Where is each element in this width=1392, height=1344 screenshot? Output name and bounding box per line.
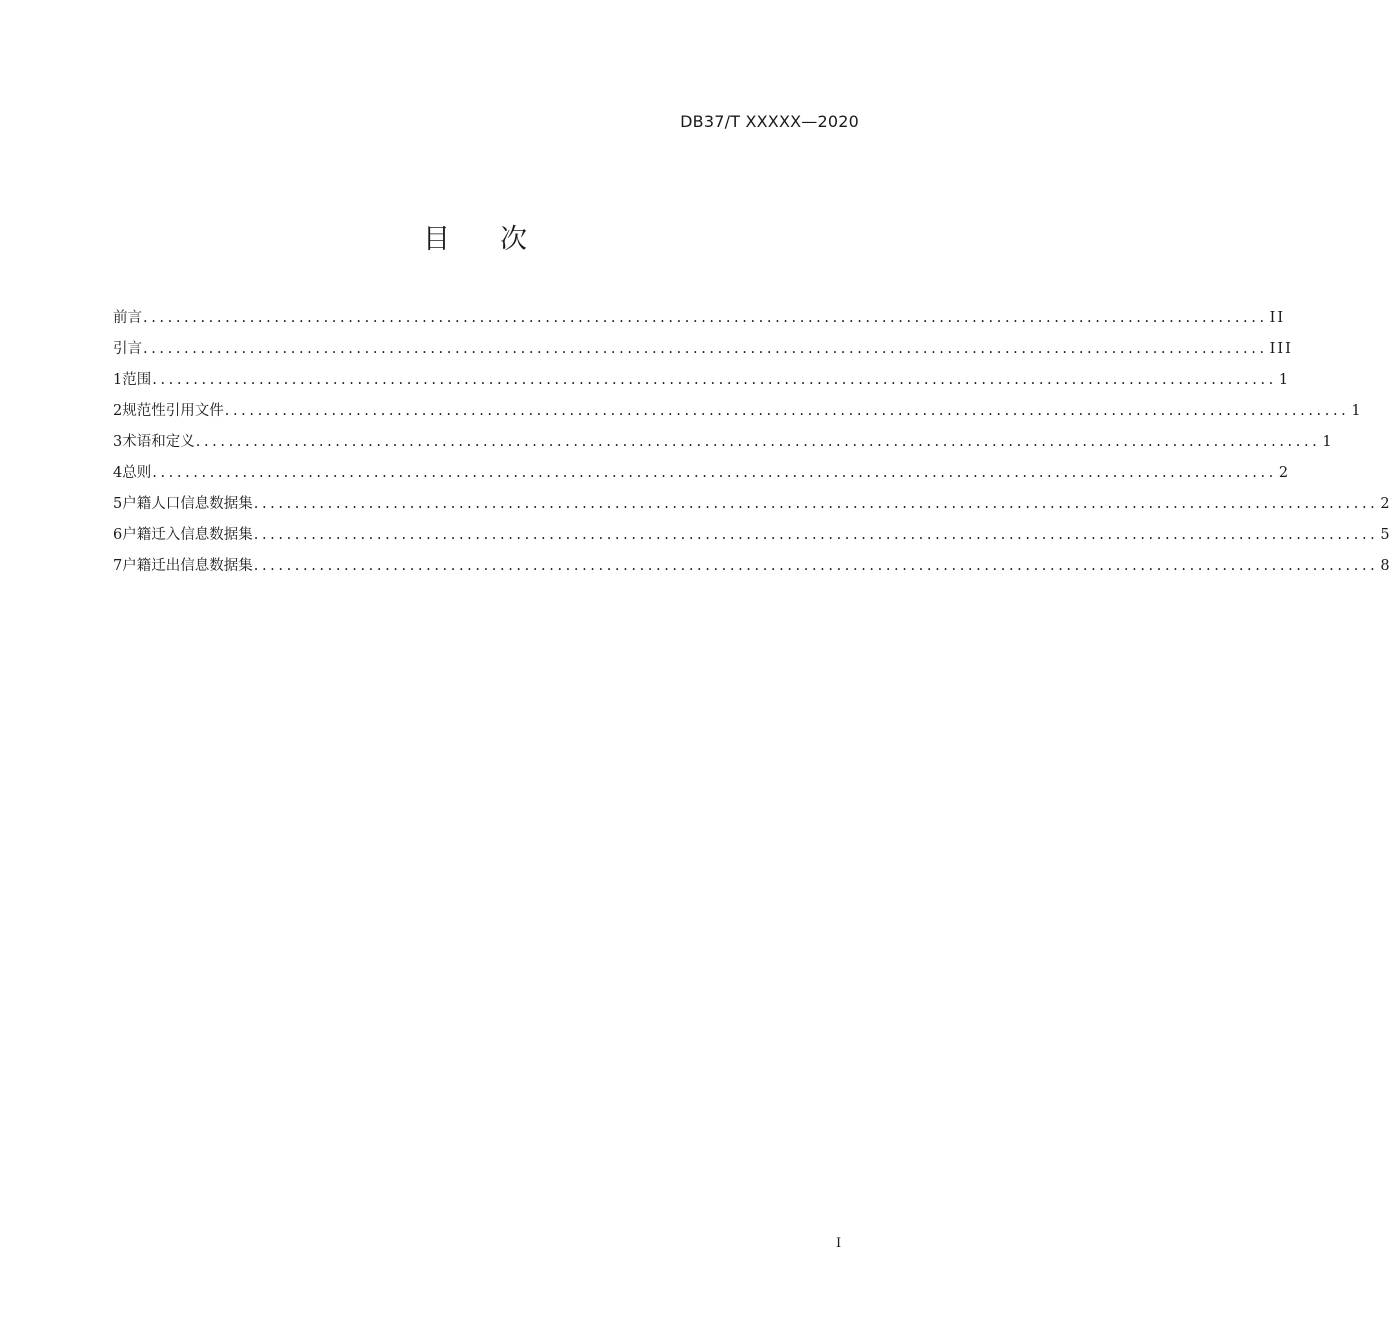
toc-entry-terms-definitions[interactable]	[113, 430, 1334, 461]
toc-entry-foreword[interactable]	[113, 306, 1286, 337]
toc-dot-leader: .........................................................................................................................................	[143, 310, 1268, 326]
toc-entry-label: 前言	[113, 310, 142, 326]
toc-entry-page: 2	[1278, 465, 1291, 481]
toc-entry-number: 3	[113, 434, 123, 450]
toc-entry-label: 规范性引用文件	[122, 403, 224, 419]
toc-entry-label: 术语和定义	[122, 434, 195, 450]
toc-entry-normative-references[interactable]	[113, 399, 1363, 430]
toc-entry-page: 5	[1380, 527, 1392, 543]
toc-dot-leader: .........................................................................................................................................	[253, 496, 1379, 512]
toc-entry-number: 1	[113, 372, 123, 388]
toc-dot-leader: .........................................................................................................................................	[152, 465, 1277, 481]
toc-entry-label: 总则	[122, 465, 152, 481]
toc-entry-label: 范围	[122, 372, 152, 388]
document-code: DB37/T XXXXX—2020	[680, 112, 859, 131]
toc-title	[0, 217, 950, 256]
toc-entry-scope[interactable]	[113, 368, 1291, 399]
toc-entry-population-dataset[interactable]	[113, 492, 1392, 523]
toc-title-right: 次	[500, 224, 527, 255]
toc-entry-page: 1	[1351, 403, 1363, 419]
toc-dot-leader: .........................................................................................................................................	[143, 341, 1268, 357]
toc-entry-page: 8	[1380, 558, 1392, 574]
toc-dot-leader: .........................................................................................................................................	[253, 558, 1379, 574]
toc-entry-number: 7	[113, 558, 123, 574]
toc-entry-number: 5	[113, 496, 123, 512]
toc-entry-page: 1	[1322, 434, 1334, 450]
toc-entry-general[interactable]	[113, 461, 1291, 492]
toc-dot-leader: .........................................................................................................................................	[224, 403, 1350, 419]
toc-title-left: 目	[423, 224, 450, 255]
toc-entry-label: 户籍迁入信息数据集	[122, 527, 253, 543]
toc-entry-number: 4	[113, 465, 123, 481]
toc-dot-leader: .........................................................................................................................................	[195, 434, 1321, 450]
toc-dot-leader: .........................................................................................................................................	[253, 527, 1379, 543]
toc-entry-page: II	[1269, 310, 1286, 326]
toc-entry-page: 1	[1278, 372, 1291, 388]
table-of-contents	[113, 306, 1392, 585]
toc-dot-leader: .........................................................................................................................................	[152, 372, 1277, 388]
toc-entry-number: 6	[113, 527, 123, 543]
toc-entry-introduction[interactable]	[113, 337, 1293, 368]
toc-entry-label: 户籍迁出信息数据集	[122, 558, 253, 574]
toc-entry-page: 2	[1380, 496, 1392, 512]
toc-entry-label: 户籍人口信息数据集	[122, 496, 253, 512]
toc-entry-move-out-dataset[interactable]	[113, 554, 1392, 585]
page-number: I	[836, 1236, 842, 1251]
toc-entry-number: 2	[113, 403, 123, 419]
toc-entry-page: III	[1269, 341, 1293, 357]
toc-entry-move-in-dataset[interactable]	[113, 523, 1392, 554]
toc-entry-label: 引言	[113, 341, 142, 357]
